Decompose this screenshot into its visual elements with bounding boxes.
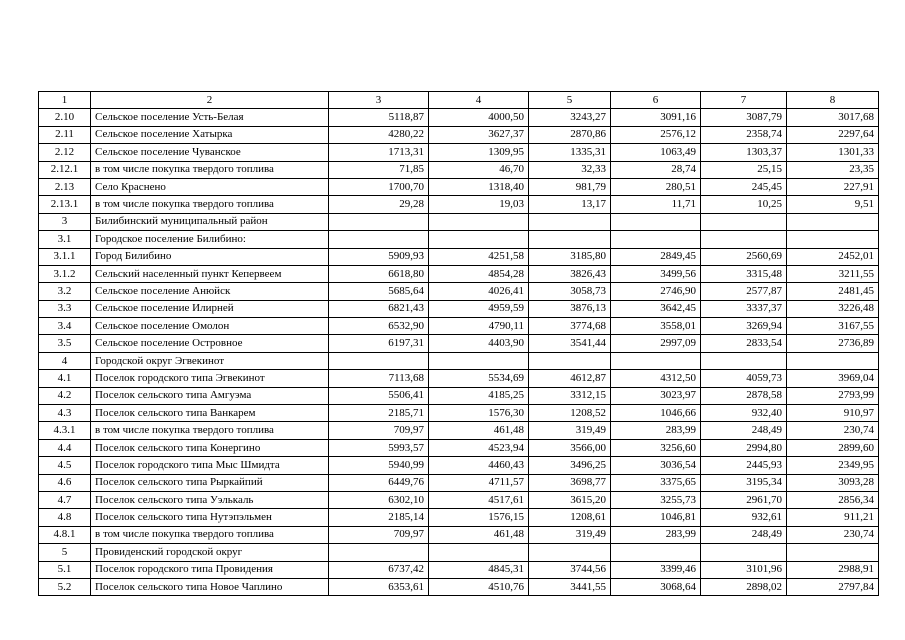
table-row — [39, 300, 879, 317]
value-cell: 3876,13 — [529, 300, 611, 317]
value-cell: 6532,90 — [329, 318, 429, 335]
value-cell: 19,03 — [429, 196, 529, 213]
value-cell: 2997,09 — [611, 335, 701, 352]
value-cell: 2988,91 — [787, 561, 879, 578]
value-cell: 932,61 — [701, 509, 787, 526]
row-name-cell: Сельское поселение Илирней — [91, 300, 329, 317]
row-index-cell: 3.4 — [39, 318, 91, 335]
row-name-cell: Поселок сельского типа Конергино — [91, 439, 329, 456]
column-number-cell: 1 — [39, 92, 91, 109]
value-cell: 2898,02 — [701, 578, 787, 595]
row-index-cell: 4.1 — [39, 370, 91, 387]
row-index-cell: 3.3 — [39, 300, 91, 317]
table-row — [39, 370, 879, 387]
row-index-cell: 3 — [39, 213, 91, 230]
table-row — [39, 561, 879, 578]
value-cell — [329, 352, 429, 369]
value-cell: 3774,68 — [529, 318, 611, 335]
value-cell: 1063,49 — [611, 144, 701, 161]
value-cell: 3226,48 — [787, 300, 879, 317]
value-cell: 4280,22 — [329, 126, 429, 143]
value-cell: 3315,48 — [701, 265, 787, 282]
row-index-cell: 4.6 — [39, 474, 91, 491]
table-row — [39, 161, 879, 178]
value-cell: 1335,31 — [529, 144, 611, 161]
value-cell — [529, 213, 611, 230]
value-cell — [429, 544, 529, 561]
value-cell: 1303,37 — [701, 144, 787, 161]
value-cell: 3312,15 — [529, 387, 611, 404]
value-cell — [329, 544, 429, 561]
value-cell: 2349,95 — [787, 457, 879, 474]
row-index-cell: 2.12 — [39, 144, 91, 161]
value-cell — [329, 213, 429, 230]
value-cell: 2358,74 — [701, 126, 787, 143]
value-cell: 1713,31 — [329, 144, 429, 161]
value-cell: 3023,97 — [611, 387, 701, 404]
value-cell — [529, 231, 611, 248]
value-cell: 4959,59 — [429, 300, 529, 317]
row-index-cell: 2.10 — [39, 109, 91, 126]
value-cell: 3058,73 — [529, 283, 611, 300]
value-cell: 3167,55 — [787, 318, 879, 335]
value-cell: 3615,20 — [529, 491, 611, 508]
value-cell: 1576,15 — [429, 509, 529, 526]
row-index-cell: 3.1.2 — [39, 265, 91, 282]
row-name-cell: Поселок сельского типа Ванкарем — [91, 405, 329, 422]
value-cell: 4711,57 — [429, 474, 529, 491]
value-cell: 6353,61 — [329, 578, 429, 595]
value-cell: 5118,87 — [329, 109, 429, 126]
value-cell: 3255,73 — [611, 491, 701, 508]
value-cell — [611, 231, 701, 248]
value-cell: 6449,76 — [329, 474, 429, 491]
table-row — [39, 578, 879, 595]
row-index-cell: 2.11 — [39, 126, 91, 143]
value-cell: 1046,66 — [611, 405, 701, 422]
row-name-cell: Поселок сельского типа Уэлькаль — [91, 491, 329, 508]
value-cell: 4185,25 — [429, 387, 529, 404]
row-name-cell: Поселок городского типа Эгвекинот — [91, 370, 329, 387]
column-number-cell: 2 — [91, 92, 329, 109]
value-cell: 2856,34 — [787, 491, 879, 508]
value-cell: 2797,84 — [787, 578, 879, 595]
row-name-cell: Провиденский городской округ — [91, 544, 329, 561]
table-row — [39, 491, 879, 508]
value-cell: 3068,64 — [611, 578, 701, 595]
value-cell: 3337,37 — [701, 300, 787, 317]
value-cell — [701, 213, 787, 230]
tariff-table — [38, 91, 879, 596]
table-row — [39, 283, 879, 300]
value-cell: 2870,86 — [529, 126, 611, 143]
value-cell: 6821,43 — [329, 300, 429, 317]
row-index-cell: 4.8 — [39, 509, 91, 526]
value-cell: 13,17 — [529, 196, 611, 213]
value-cell: 3185,80 — [529, 248, 611, 265]
value-cell: 4523,94 — [429, 439, 529, 456]
row-name-cell: в том числе покупка твердого топлива — [91, 422, 329, 439]
row-name-cell: Сельское поселение Усть-Белая — [91, 109, 329, 126]
column-number-cell: 7 — [701, 92, 787, 109]
table-row — [39, 196, 879, 213]
value-cell: 981,79 — [529, 178, 611, 195]
value-cell: 4312,50 — [611, 370, 701, 387]
value-cell: 3744,56 — [529, 561, 611, 578]
value-cell: 1700,70 — [329, 178, 429, 195]
table-row — [39, 352, 879, 369]
table-row — [39, 422, 879, 439]
value-cell: 3541,44 — [529, 335, 611, 352]
row-index-cell: 3.5 — [39, 335, 91, 352]
value-cell: 5909,93 — [329, 248, 429, 265]
row-name-cell: в том числе покупка твердого топлива — [91, 161, 329, 178]
value-cell: 5940,99 — [329, 457, 429, 474]
table-row — [39, 387, 879, 404]
value-cell: 10,25 — [701, 196, 787, 213]
table-row — [39, 544, 879, 561]
value-cell: 3969,04 — [787, 370, 879, 387]
value-cell: 2833,54 — [701, 335, 787, 352]
column-number-cell: 5 — [529, 92, 611, 109]
value-cell: 4251,58 — [429, 248, 529, 265]
value-cell: 3195,34 — [701, 474, 787, 491]
value-cell: 245,45 — [701, 178, 787, 195]
row-name-cell: Городской округ Эгвекинот — [91, 352, 329, 369]
table-row — [39, 457, 879, 474]
value-cell — [787, 352, 879, 369]
value-cell: 2577,87 — [701, 283, 787, 300]
column-number-cell: 3 — [329, 92, 429, 109]
row-name-cell: Поселок сельского типа Амгуэма — [91, 387, 329, 404]
row-index-cell: 3.1 — [39, 231, 91, 248]
value-cell: 227,91 — [787, 178, 879, 195]
value-cell: 4026,41 — [429, 283, 529, 300]
row-name-cell: Сельское поселение Анюйск — [91, 283, 329, 300]
row-index-cell: 2.13.1 — [39, 196, 91, 213]
value-cell: 283,99 — [611, 526, 701, 543]
column-number-cell: 8 — [787, 92, 879, 109]
value-cell: 2746,90 — [611, 283, 701, 300]
value-cell: 911,21 — [787, 509, 879, 526]
value-cell — [429, 231, 529, 248]
row-name-cell: Сельское поселение Чуванское — [91, 144, 329, 161]
table-header-row — [39, 92, 879, 109]
value-cell: 248,49 — [701, 422, 787, 439]
value-cell: 3627,37 — [429, 126, 529, 143]
value-cell: 2185,71 — [329, 405, 429, 422]
value-cell — [611, 352, 701, 369]
table-row — [39, 265, 879, 282]
value-cell — [701, 231, 787, 248]
table-row — [39, 126, 879, 143]
row-index-cell: 4.7 — [39, 491, 91, 508]
value-cell: 2576,12 — [611, 126, 701, 143]
row-index-cell: 4.8.1 — [39, 526, 91, 543]
value-cell: 709,97 — [329, 422, 429, 439]
value-cell: 1301,33 — [787, 144, 879, 161]
value-cell: 4612,87 — [529, 370, 611, 387]
table-row — [39, 318, 879, 335]
value-cell — [787, 544, 879, 561]
row-name-cell: Городское поселение Билибино: — [91, 231, 329, 248]
value-cell: 2961,70 — [701, 491, 787, 508]
row-name-cell: Сельское поселение Омолон — [91, 318, 329, 335]
value-cell: 2899,60 — [787, 439, 879, 456]
value-cell: 3499,56 — [611, 265, 701, 282]
value-cell: 28,74 — [611, 161, 701, 178]
value-cell: 280,51 — [611, 178, 701, 195]
row-name-cell: Поселок сельского типа Новое Чаплино — [91, 578, 329, 595]
value-cell: 23,35 — [787, 161, 879, 178]
value-cell: 1208,52 — [529, 405, 611, 422]
value-cell: 2481,45 — [787, 283, 879, 300]
value-cell: 910,97 — [787, 405, 879, 422]
value-cell: 3698,77 — [529, 474, 611, 491]
value-cell: 461,48 — [429, 422, 529, 439]
value-cell: 3256,60 — [611, 439, 701, 456]
column-number-cell: 4 — [429, 92, 529, 109]
row-index-cell: 4.3.1 — [39, 422, 91, 439]
value-cell: 3093,28 — [787, 474, 879, 491]
row-name-cell: Город Билибино — [91, 248, 329, 265]
value-cell: 6618,80 — [329, 265, 429, 282]
value-cell: 46,70 — [429, 161, 529, 178]
value-cell: 6737,42 — [329, 561, 429, 578]
value-cell: 7113,68 — [329, 370, 429, 387]
value-cell — [787, 231, 879, 248]
table-row — [39, 439, 879, 456]
value-cell — [701, 544, 787, 561]
value-cell: 3211,55 — [787, 265, 879, 282]
value-cell: 2736,89 — [787, 335, 879, 352]
row-name-cell: Сельский населенный пункт Кепервеем — [91, 265, 329, 282]
value-cell: 230,74 — [787, 422, 879, 439]
value-cell: 932,40 — [701, 405, 787, 422]
value-cell: 1318,40 — [429, 178, 529, 195]
value-cell: 2560,69 — [701, 248, 787, 265]
value-cell: 248,49 — [701, 526, 787, 543]
value-cell: 71,85 — [329, 161, 429, 178]
row-name-cell: Поселок городского типа Мыс Шмидта — [91, 457, 329, 474]
value-cell — [329, 231, 429, 248]
value-cell: 319,49 — [529, 526, 611, 543]
row-name-cell: Сельское поселение Хатырка — [91, 126, 329, 143]
table-row — [39, 144, 879, 161]
row-index-cell: 3.1.1 — [39, 248, 91, 265]
value-cell: 3101,96 — [701, 561, 787, 578]
table-row — [39, 474, 879, 491]
value-cell — [701, 352, 787, 369]
value-cell: 3441,55 — [529, 578, 611, 595]
value-cell: 11,71 — [611, 196, 701, 213]
column-number-cell: 6 — [611, 92, 701, 109]
value-cell: 1046,81 — [611, 509, 701, 526]
value-cell: 29,28 — [329, 196, 429, 213]
value-cell: 6302,10 — [329, 491, 429, 508]
value-cell: 2793,99 — [787, 387, 879, 404]
value-cell: 5534,69 — [429, 370, 529, 387]
value-cell: 3269,94 — [701, 318, 787, 335]
row-name-cell: Билибинский муниципальный район — [91, 213, 329, 230]
value-cell: 25,15 — [701, 161, 787, 178]
value-cell: 3036,54 — [611, 457, 701, 474]
row-index-cell: 4.5 — [39, 457, 91, 474]
value-cell: 3826,43 — [529, 265, 611, 282]
row-index-cell: 4.4 — [39, 439, 91, 456]
row-index-cell: 2.12.1 — [39, 161, 91, 178]
value-cell — [611, 544, 701, 561]
value-cell: 230,74 — [787, 526, 879, 543]
value-cell: 4854,28 — [429, 265, 529, 282]
table-row — [39, 248, 879, 265]
value-cell: 3558,01 — [611, 318, 701, 335]
value-cell: 3375,65 — [611, 474, 701, 491]
value-cell: 2445,93 — [701, 457, 787, 474]
row-index-cell: 5.1 — [39, 561, 91, 578]
value-cell: 4460,43 — [429, 457, 529, 474]
row-index-cell: 4.2 — [39, 387, 91, 404]
value-cell: 1576,30 — [429, 405, 529, 422]
row-index-cell: 3.2 — [39, 283, 91, 300]
row-index-cell: 2.13 — [39, 178, 91, 195]
value-cell: 32,33 — [529, 161, 611, 178]
value-cell: 2849,45 — [611, 248, 701, 265]
table-row — [39, 231, 879, 248]
value-cell: 3091,16 — [611, 109, 701, 126]
value-cell: 2297,64 — [787, 126, 879, 143]
value-cell: 4790,11 — [429, 318, 529, 335]
table-row — [39, 335, 879, 352]
value-cell: 4059,73 — [701, 370, 787, 387]
row-index-cell: 4.3 — [39, 405, 91, 422]
table-row — [39, 109, 879, 126]
value-cell: 283,99 — [611, 422, 701, 439]
value-cell: 3642,45 — [611, 300, 701, 317]
value-cell: 4000,50 — [429, 109, 529, 126]
value-cell: 461,48 — [429, 526, 529, 543]
value-cell: 4403,90 — [429, 335, 529, 352]
value-cell — [611, 213, 701, 230]
row-index-cell: 5.2 — [39, 578, 91, 595]
value-cell: 3243,27 — [529, 109, 611, 126]
row-name-cell: Поселок городского типа Провидения — [91, 561, 329, 578]
row-name-cell: в том числе покупка твердого топлива — [91, 196, 329, 213]
value-cell — [429, 352, 529, 369]
value-cell: 4510,76 — [429, 578, 529, 595]
value-cell: 1309,95 — [429, 144, 529, 161]
table-row — [39, 509, 879, 526]
row-name-cell: Село Краснено — [91, 178, 329, 195]
value-cell: 2878,58 — [701, 387, 787, 404]
value-cell: 5993,57 — [329, 439, 429, 456]
value-cell: 4845,31 — [429, 561, 529, 578]
row-name-cell: Сельское поселение Островное — [91, 335, 329, 352]
table-row — [39, 178, 879, 195]
value-cell: 3496,25 — [529, 457, 611, 474]
value-cell: 9,51 — [787, 196, 879, 213]
value-cell — [529, 352, 611, 369]
value-cell: 5506,41 — [329, 387, 429, 404]
table-row — [39, 213, 879, 230]
value-cell: 3087,79 — [701, 109, 787, 126]
value-cell: 6197,31 — [329, 335, 429, 352]
value-cell: 3566,00 — [529, 439, 611, 456]
value-cell: 2185,14 — [329, 509, 429, 526]
value-cell: 2994,80 — [701, 439, 787, 456]
value-cell — [429, 213, 529, 230]
value-cell — [529, 544, 611, 561]
row-index-cell: 5 — [39, 544, 91, 561]
value-cell: 2452,01 — [787, 248, 879, 265]
table-row — [39, 526, 879, 543]
row-name-cell: Поселок сельского типа Нутэпэльмен — [91, 509, 329, 526]
value-cell: 3399,46 — [611, 561, 701, 578]
value-cell: 3017,68 — [787, 109, 879, 126]
value-cell: 319,49 — [529, 422, 611, 439]
value-cell: 4517,61 — [429, 491, 529, 508]
row-name-cell: Поселок сельского типа Рыркайпий — [91, 474, 329, 491]
value-cell: 709,97 — [329, 526, 429, 543]
value-cell: 1208,61 — [529, 509, 611, 526]
row-name-cell: в том числе покупка твердого топлива — [91, 526, 329, 543]
table-row — [39, 405, 879, 422]
row-index-cell: 4 — [39, 352, 91, 369]
value-cell — [787, 213, 879, 230]
value-cell: 5685,64 — [329, 283, 429, 300]
